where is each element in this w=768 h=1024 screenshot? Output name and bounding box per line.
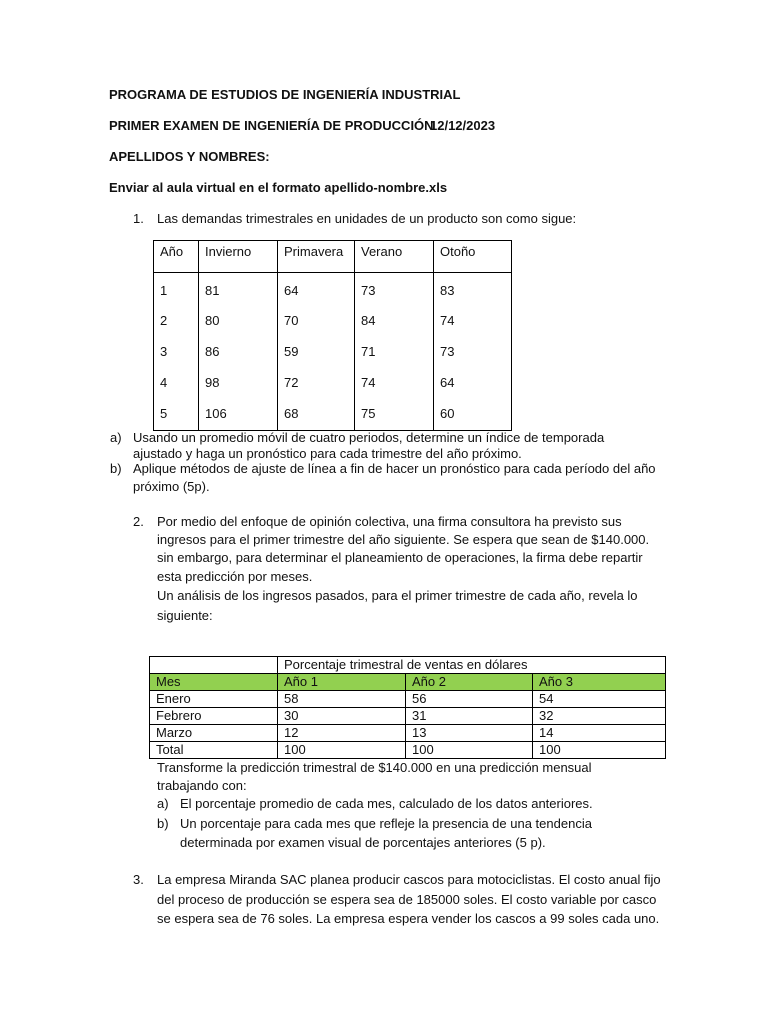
table-row [154,404,512,431]
q1-a-line1: Usando un promedio móvil de cuatro periodos, determine un índice de temporada [133,430,605,445]
table-cell: 59 [278,342,355,373]
table-row [154,373,512,404]
table-row [150,708,666,725]
table-cell: 100 [278,742,406,759]
table-cell: 58 [278,691,406,708]
table-cell: 106 [199,404,278,431]
table-cell: 75 [355,404,434,431]
submit-instruction: Enviar al aula virtual en el formato apellido-nombre.xls [109,180,448,195]
table-caption-row [150,657,666,674]
table-header-row [154,241,512,273]
table-cell: 70 [278,311,355,342]
table-cell [150,657,278,674]
q1-text: Las demandas trimestrales en unidades de un producto son como sigue: [157,211,577,226]
table-cell: Total [150,742,278,759]
demand-table [153,240,512,431]
table-row [154,311,512,342]
q2-b-line2: determinada por examen visual de porcentajes anteriores (5 p). [180,835,546,850]
table-cell: 74 [434,311,512,342]
q2-after-line2: trabajando con: [157,778,247,793]
table-cell: 64 [278,273,355,312]
table-cell: Enero [150,691,278,708]
col-header: Año 2 [406,674,533,691]
q3-number: 3. [133,872,144,887]
table-cell: 72 [278,373,355,404]
table-cell: 86 [199,342,278,373]
exam-title: PRIMER EXAMEN DE INGENIERÍA DE PRODUCCIÓN [109,118,434,133]
program-title: PROGRAMA DE ESTUDIOS DE INGENIERÍA INDUSTRIAL [109,87,461,102]
q2-line: ingresos para el primer trimestre del año siguiente. Se espera que sean de $140.000. [157,532,650,547]
table-cell: 81 [199,273,278,312]
table-row [150,725,666,742]
table-cell: 100 [406,742,533,759]
col-header: Mes [150,674,278,691]
q1-a-marker: a) [110,430,122,445]
col-header: Primavera [278,241,355,273]
table-cell: 60 [434,404,512,431]
table-cell: 4 [154,373,199,404]
q3-line: se espera sea de 76 soles. La empresa espera vender los cascos a 99 soles cada uno. [157,911,660,926]
q3-line: La empresa Miranda SAC planea producir cascos para motociclistas. El costo anual fijo [157,872,661,887]
q3-line: del proceso de producción se espera sea de 185000 soles. El costo variable por casco [157,892,657,907]
table-cell: 30 [278,708,406,725]
table-cell: 13 [406,725,533,742]
table-cell: 83 [434,273,512,312]
table-cell: 12 [278,725,406,742]
table-row [150,691,666,708]
table-cell: 31 [406,708,533,725]
table-cell: Marzo [150,725,278,742]
table-row [154,342,512,373]
col-header: Año 3 [533,674,666,691]
q2-b-line1: Un porcentaje para cada mes que refleje la presencia de una tendencia [180,816,592,831]
table-header-row [150,674,666,691]
q2-after-line1: Transforme la predicción trimestral de $140.000 en una predicción mensual [157,760,592,775]
table-cell: 74 [355,373,434,404]
q1-number: 1. [133,211,144,226]
q2-line: siguiente: [157,608,213,623]
table-cell: 71 [355,342,434,373]
q2-line: sin embargo, para determinar el planeamiento de operaciones, la firma debe repartir [157,550,643,565]
table-cell: Febrero [150,708,278,725]
q2-line: esta predicción por meses. [157,569,313,584]
table-cell: 84 [355,311,434,342]
q1-b-line2: próximo (5p). [133,479,210,494]
q1-a-line2: ajustado y haga un pronóstico para cada trimestre del año próximo. [133,446,522,461]
table-cell: 1 [154,273,199,312]
q1-b-marker: b) [110,461,122,476]
col-header: Verano [355,241,434,273]
names-label: APELLIDOS Y NOMBRES: [109,149,270,164]
table-caption: Porcentaje trimestral de ventas en dólares [278,657,666,674]
table-cell: 2 [154,311,199,342]
exam-date: 12/12/2023 [430,118,496,133]
table-row [150,742,666,759]
table-cell: 73 [355,273,434,312]
table-cell: 5 [154,404,199,431]
q2-a-text: El porcentaje promedio de cada mes, calculado de los datos anteriores. [180,796,593,811]
col-header: Invierno [199,241,278,273]
table-cell: 14 [533,725,666,742]
table-cell: 32 [533,708,666,725]
col-header: Año 1 [278,674,406,691]
q2-a-marker: a) [157,796,169,811]
table-cell: 98 [199,373,278,404]
sales-percentage-table [149,656,666,759]
col-header: Otoño [434,241,512,273]
table-cell: 68 [278,404,355,431]
q2-b-marker: b) [157,816,169,831]
q2-line: Un análisis de los ingresos pasados, para el primer trimestre de cada año, revela lo [157,588,638,603]
table-cell: 100 [533,742,666,759]
table-row [154,273,512,312]
table-cell: 64 [434,373,512,404]
q2-line: Por medio del enfoque de opinión colectiva, una firma consultora ha previsto sus [157,514,622,529]
col-header: Año [154,241,199,273]
q2-number: 2. [133,514,144,529]
table-cell: 3 [154,342,199,373]
table-cell: 80 [199,311,278,342]
table-cell: 73 [434,342,512,373]
table-cell: 54 [533,691,666,708]
q1-b-line1: Aplique métodos de ajuste de línea a fin de hacer un pronóstico para cada período del año [133,461,656,476]
table-cell: 56 [406,691,533,708]
